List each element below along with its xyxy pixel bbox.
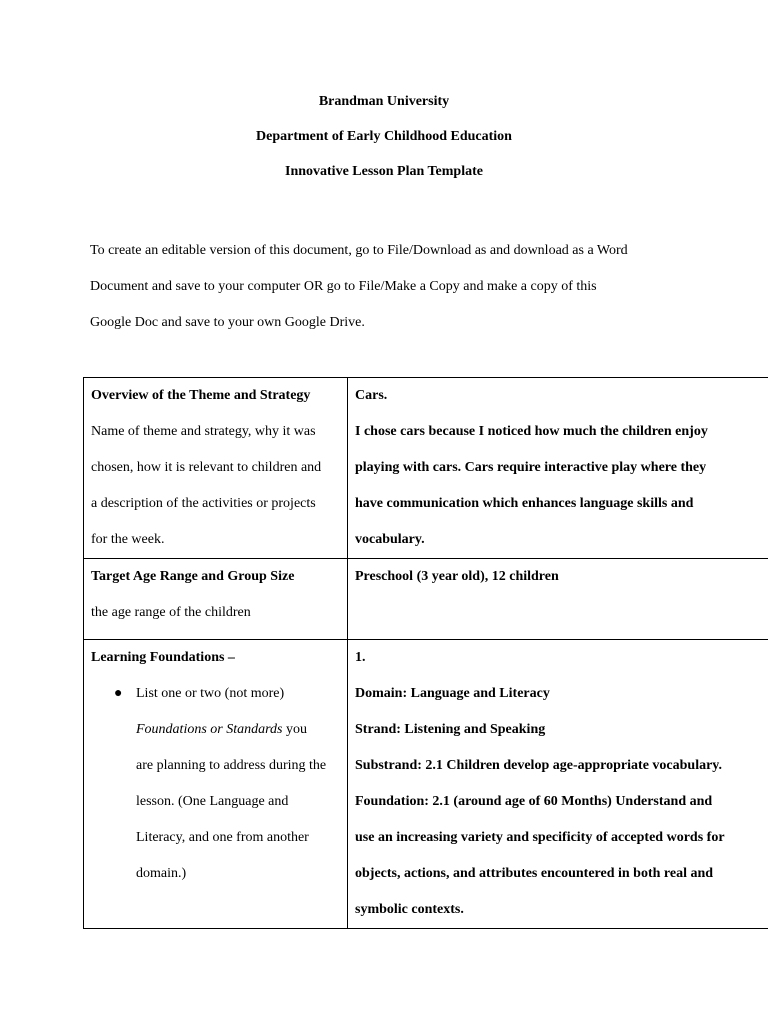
- foundations-bullet-item: [91, 676, 340, 892]
- theme-title: Cars.: [355, 388, 388, 403]
- bullet-line: Literacy, and one from another: [136, 830, 309, 845]
- overview-description-line: chosen, how it is relevant to children and: [91, 460, 322, 475]
- intro-paragraph: [90, 233, 690, 341]
- overview-label: Overview of the Theme and Strategy: [91, 388, 311, 403]
- overview-description-line: for the week.: [91, 532, 165, 547]
- foundation-number: 1.: [355, 650, 366, 665]
- foundation-domain: Domain: Language and Literacy: [355, 686, 550, 701]
- age-range-description: the age range of the children: [91, 605, 251, 620]
- bullet-line: lesson. (One Language and: [136, 794, 289, 809]
- overview-value-cell[interactable]: [348, 378, 768, 559]
- overview-description-line: a description of the activities or projects: [91, 496, 316, 511]
- table-row-overview: [84, 378, 768, 559]
- foundations-value-cell[interactable]: [348, 640, 768, 929]
- intro-line: Document and save to your computer OR go to File/Make a Copy and make a copy of this: [90, 279, 597, 294]
- overview-description-line: Name of theme and strategy, why it was: [91, 424, 316, 439]
- bullet-italic-text: Foundations or Standards: [136, 722, 283, 737]
- foundations-label-cell: [84, 640, 348, 929]
- lesson-plan-table: [83, 377, 768, 929]
- foundation-text-line: Foundation: 2.1 (around age of 60 Months) Understand and: [355, 794, 713, 809]
- age-range-value: Preschool (3 year old), 12 children: [355, 569, 559, 584]
- intro-line: To create an editable version of this document, go to File/Download as and download as a Word: [90, 243, 628, 258]
- bullet-line: List one or two (not more): [136, 686, 285, 701]
- foundation-text-line: symbolic contexts.: [355, 902, 464, 917]
- bullet-line: domain.): [136, 866, 187, 881]
- template-title: Innovative Lesson Plan Template: [285, 164, 483, 179]
- theme-rationale-line: I chose cars because I noticed how much the children enjoy: [355, 424, 708, 439]
- foundation-substrand: Substrand: 2.1 Children develop age-appropriate vocabulary.: [355, 758, 723, 773]
- bullet-line: [136, 712, 340, 748]
- age-range-label-cell: [84, 559, 348, 640]
- foundation-strand: Strand: Listening and Speaking: [355, 722, 546, 737]
- foundation-text-line: use an increasing variety and specificity of accepted words for: [355, 830, 725, 845]
- table-row-learning-foundations: [84, 640, 768, 929]
- foundation-text-line: objects, actions, and attributes encountered in both real and: [355, 866, 714, 881]
- overview-label-cell: [84, 378, 348, 559]
- bullet-line: are planning to address during the: [136, 758, 327, 773]
- age-range-value-cell[interactable]: [348, 559, 768, 640]
- department-name: Department of Early Childhood Education: [256, 129, 512, 144]
- theme-rationale-line: have communication which enhances language skills and: [355, 496, 694, 511]
- theme-rationale-line: vocabulary.: [355, 532, 425, 547]
- bullet-icon: ●: [114, 686, 123, 701]
- bullet-after-italic: you: [282, 722, 307, 737]
- age-range-label: Target Age Range and Group Size: [91, 569, 295, 584]
- foundations-label: Learning Foundations –: [91, 650, 235, 665]
- theme-rationale-line: playing with cars. Cars require interactive play where they: [355, 460, 707, 475]
- table-row-age-range: [84, 559, 768, 640]
- university-name: Brandman University: [318, 94, 450, 109]
- intro-line: Google Doc and save to your own Google Drive.: [90, 315, 365, 330]
